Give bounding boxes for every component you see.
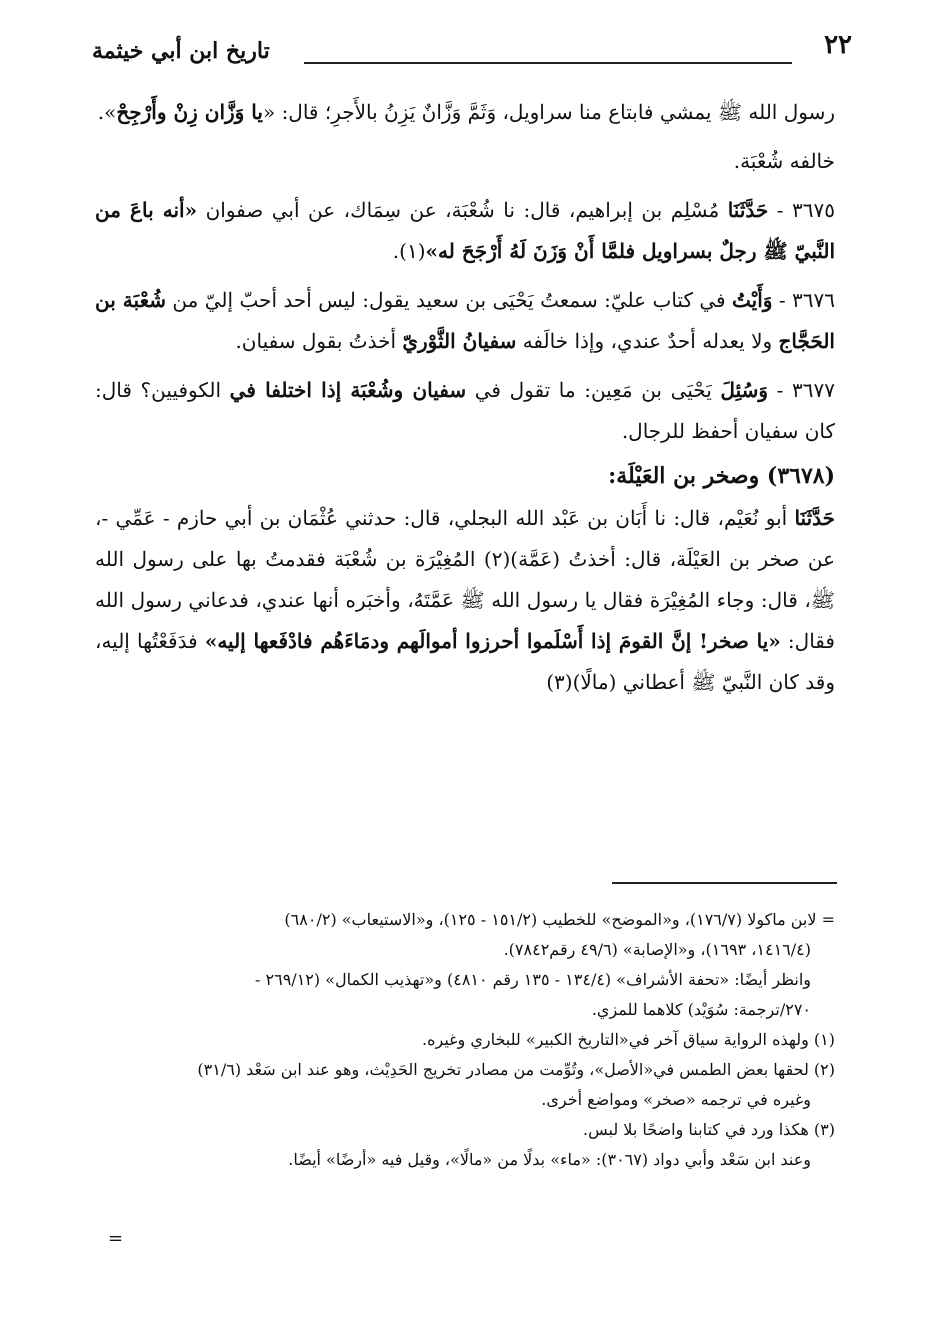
footnote-3: وعند ابن سَعْد وأبي دواد (٣٠٦٧): «ماء» بدلًا من «مالًا»، وقيل فيه «أرضًا» أيضًا.	[288, 1150, 811, 1169]
footnote-continued: = لابن ماكولا (١٧٦/٧)، و«الموضح» للخطيب (١٥١/٢ - ١٢٥)، و«الاستيعاب» (٦٨٠/٢)	[284, 910, 835, 929]
footnote-continued: وانظر أيضًا: «تحفة الأشراف» (١٣٤/٤ - ١٣٥ رقم ٤٨١٠) و«تهذيب الكمال» (٢٦٩/١٢ -	[255, 970, 811, 989]
page-number: ٢٢	[824, 30, 852, 60]
continuation-mark: =	[108, 1228, 124, 1249]
paragraph-note: خالفه شُعْبَة.	[733, 149, 835, 173]
hadith-3675: ٣٦٧٥ - حَدَّثَنَا مُسْلِم بن إبراهيم، قال: نا شُعْبَة، عن سِمَاك، عن أبي صفوان «أنه باعَ من النَّبيّ ﷺ رجلٌ بسراويل فلمَّا أَنْ وَزَنَ لَهُ أَرْجَحَ له»(١).	[95, 198, 835, 263]
main-text	[95, 92, 835, 703]
book-title: تاريخ ابن أبي خيثمة	[92, 38, 270, 64]
paragraph-continuation: رسول الله ﷺ يمشي فابتاع منا سراويل، وَثَمَّ وَزَّانٌ يَزِنُ بالأَجرِ؛ قال: «يا وَزَّان زِنْ وأَرْجِحْ».	[97, 100, 835, 124]
footnotes	[100, 905, 835, 1175]
hadith-3677: ٣٦٧٧ - وَسُئِلَ يَحْيَى بن مَعِين: ما تقول في سفيان وشُعْبَة إذا اختلفا في الكوفيين؟ قال: كان سفيان أحفظ للرجال.	[95, 378, 836, 443]
section-heading: (٣٦٧٨) وصخر بن العَيْلَة:	[608, 463, 835, 489]
page-header	[92, 30, 852, 80]
footnote-separator	[612, 882, 837, 884]
footnote-continued: (١٤١٦/٤، ١٦٩٣)، و«الإصابة» (٤٩/٦ رقم٧٨٤٢).	[503, 940, 811, 959]
header-rule	[304, 62, 792, 64]
footnote-3: (٣) هكذا ورد في كتابنا واضحًا بلا لبس.	[583, 1120, 835, 1139]
hadith-3676: ٣٦٧٦ - وَأَيْتُ في كتاب عليّ: سمعتُ يَحْيَى بن سعيد يقول: ليس أحد أحبّ إليّ من شُعْبَة بن الحَجَّاج ولا يعدله أحدٌ عندي، وإذا خالَفه سفيانُ الثَّوْريّ أخذتُ بقول سفيان.	[95, 288, 835, 353]
footnote-continued: ٢٧٠/ترجمة: سُوَيْد) كلاهما للمزي.	[591, 1000, 811, 1019]
hadith-3678: حَدَّثَنَا أبو نُعَيْم، قال: نا أَبَان بن عَبْد الله البجلي، قال: حدثني عُثْمَان بن أبي حازم - عَمِّي -، عن صخر بن العَيْلَة، قال: أخذتُ (عَمَّة)(٢) المُغِيْرَة بن شُعْبَة فقدمتُ بها على رسول الله ﷺ، قال: وجاء المُغِيْرَة فقال يا رسول الله ﷺ عَمَّتَهُ، وأخبَره أنها عندي، فدعاني رسول الله فقال: «يا صخر! إنَّ القومَ إذا أَسْلَموا أحرزوا أموالَهم ودمَاءَهُم فادْفَعها إليه» فدَفَعْتُها إليه، وقد كان النَّبيّ ﷺ أعطاني (مالًا)(٣)	[95, 506, 836, 694]
footnote-2: (٢) لحقها بعض الطمس في«الأصل»، وتُوِّمت من مصادر تخريج الحَدِيْث، وهو عند ابن سَعْد (٣١/٦)	[197, 1060, 835, 1079]
footnote-2: وغيره في ترجمه «صخر» ومواضع أخرى.	[541, 1090, 811, 1109]
footnote-1: (١) ولهذه الرواية سياق آخر في«التاريخ الكبير» للبخاري وغيره.	[422, 1030, 835, 1049]
